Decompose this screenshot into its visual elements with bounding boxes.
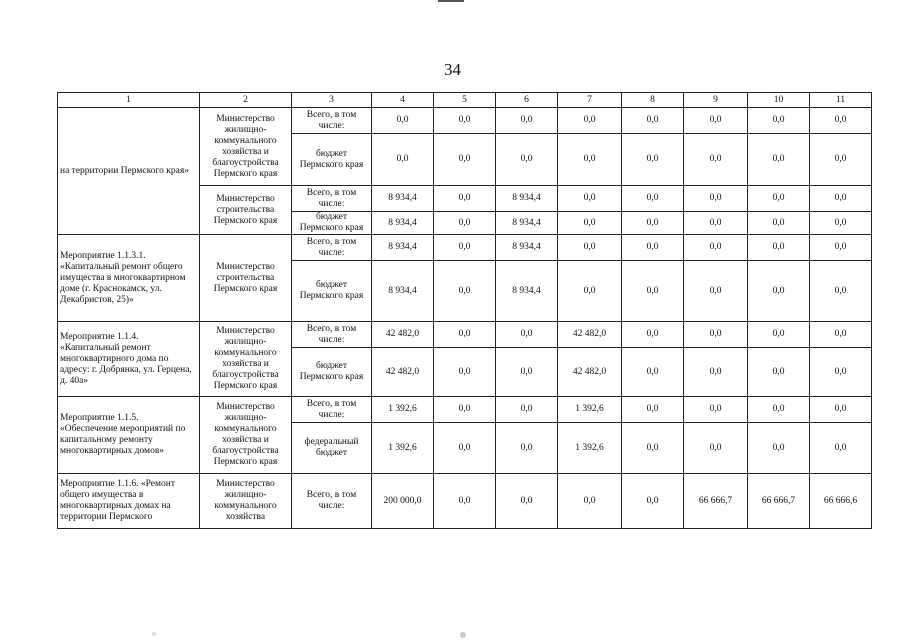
value-cell: 0,0 <box>622 474 684 529</box>
value-cell: 0,0 <box>434 235 496 261</box>
value-cell: 0,0 <box>622 235 684 261</box>
value-cell: 0,0 <box>684 134 748 186</box>
value-cell: 0,0 <box>622 261 684 322</box>
value-cell: 8 934,4 <box>372 186 434 212</box>
table-row <box>58 474 872 529</box>
value-cell: 66 666,6 <box>810 474 872 529</box>
column-header: 4 <box>372 93 434 108</box>
value-cell: 0,0 <box>434 134 496 186</box>
value-cell: 0,0 <box>558 134 622 186</box>
value-cell: 0,0 <box>496 348 558 397</box>
value-cell: 0,0 <box>684 235 748 261</box>
value-cell: 0,0 <box>748 348 810 397</box>
value-cell: 42 482,0 <box>372 322 434 348</box>
funding-source-cell: бюджет Пермского края <box>292 134 372 186</box>
value-cell: 0,0 <box>684 397 748 423</box>
table-row <box>58 397 872 423</box>
value-cell: 1 392,6 <box>558 423 622 474</box>
value-cell: 1 392,6 <box>372 423 434 474</box>
value-cell: 0,0 <box>434 322 496 348</box>
value-cell: 0,0 <box>434 212 496 235</box>
column-header: 2 <box>200 93 292 108</box>
executor-cell: Министерство строительства Пермского края <box>200 186 292 235</box>
column-header: 6 <box>496 93 558 108</box>
value-cell: 0,0 <box>810 322 872 348</box>
activity-cell: Мероприятие 1.1.5. «Обеспечение мероприятий по капитальному ремонту многоквартирных домов» <box>58 397 200 474</box>
value-cell: 0,0 <box>622 134 684 186</box>
value-cell: 1 392,6 <box>372 397 434 423</box>
value-cell: 0,0 <box>810 134 872 186</box>
value-cell: 0,0 <box>810 348 872 397</box>
value-cell: 0,0 <box>434 397 496 423</box>
value-cell: 0,0 <box>748 134 810 186</box>
value-cell: 0,0 <box>434 261 496 322</box>
value-cell: 0,0 <box>748 212 810 235</box>
value-cell: 0,0 <box>558 474 622 529</box>
activity-cell: Мероприятие 1.1.4. «Капитальный ремонт многоквартирного дома по адресу: г. Добрянка, ул. Герцена, д. 40а» <box>58 322 200 397</box>
column-header: 5 <box>434 93 496 108</box>
value-cell: 0,0 <box>810 235 872 261</box>
funding-source-cell: Всего, в том числе: <box>292 186 372 212</box>
executor-cell: Министерство жилищно-коммунального хозяйства и благоустройства Пермского края <box>200 322 292 397</box>
column-header: 7 <box>558 93 622 108</box>
column-header: 3 <box>292 93 372 108</box>
value-cell: 0,0 <box>558 261 622 322</box>
executor-cell: Министерство жилищно-коммунального хозяйства и благоустройства Пермского края <box>200 108 292 186</box>
value-cell: 0,0 <box>496 322 558 348</box>
funding-source-cell: бюджет Пермского края <box>292 261 372 322</box>
funding-source-cell: Всего, в том числе: <box>292 474 372 529</box>
value-cell: 0,0 <box>622 423 684 474</box>
value-cell: 0,0 <box>748 108 810 134</box>
value-cell: 8 934,4 <box>496 235 558 261</box>
value-cell: 0,0 <box>810 397 872 423</box>
value-cell: 0,0 <box>622 397 684 423</box>
value-cell: 0,0 <box>558 186 622 212</box>
value-cell: 0,0 <box>684 348 748 397</box>
scan-artifact-top <box>438 0 464 2</box>
funding-source-cell: федеральный бюджет <box>292 423 372 474</box>
table-row <box>58 108 872 134</box>
value-cell: 0,0 <box>558 108 622 134</box>
value-cell: 0,0 <box>434 423 496 474</box>
value-cell: 66 666,7 <box>684 474 748 529</box>
value-cell: 42 482,0 <box>558 322 622 348</box>
value-cell: 0,0 <box>622 322 684 348</box>
table-row <box>58 235 872 261</box>
value-cell: 42 482,0 <box>372 348 434 397</box>
value-cell: 8 934,4 <box>496 186 558 212</box>
value-cell: 0,0 <box>622 186 684 212</box>
value-cell: 0,0 <box>372 108 434 134</box>
value-cell: 0,0 <box>810 186 872 212</box>
table-row <box>58 322 872 348</box>
activity-cell: Мероприятие 1.1.6. «Ремонт общего имущества в многоквартирных домах на территории Пермского <box>58 474 200 529</box>
header-row <box>58 93 872 108</box>
column-header: 9 <box>684 93 748 108</box>
value-cell: 8 934,4 <box>496 212 558 235</box>
funding-source-cell: Всего, в том числе: <box>292 397 372 423</box>
value-cell: 8 934,4 <box>496 261 558 322</box>
value-cell: 0,0 <box>810 108 872 134</box>
value-cell: 0,0 <box>684 423 748 474</box>
value-cell: 0,0 <box>684 108 748 134</box>
value-cell: 0,0 <box>496 423 558 474</box>
value-cell: 8 934,4 <box>372 235 434 261</box>
page-number: 34 <box>444 60 461 79</box>
value-cell: 0,0 <box>622 348 684 397</box>
value-cell: 0,0 <box>748 186 810 212</box>
value-cell: 0,0 <box>748 235 810 261</box>
value-cell: 8 934,4 <box>372 212 434 235</box>
value-cell: 0,0 <box>372 134 434 186</box>
funding-source-cell: Всего, в том числе: <box>292 108 372 134</box>
funding-source-cell: Всего, в том числе: <box>292 322 372 348</box>
activity-cell: на территории Пермского края» <box>58 108 200 235</box>
executor-cell: Министерство жилищно-коммунального хозяйства и благоустройства Пермского края <box>200 397 292 474</box>
activity-cell: Мероприятие 1.1.3.1. «Капитальный ремонт общего имущества в многоквартирном доме (г. Краснокамск, ул. Декабристов, 25)» <box>58 235 200 322</box>
column-header: 8 <box>622 93 684 108</box>
column-header: 11 <box>810 93 872 108</box>
funding-source-cell: Всего, в том числе: <box>292 235 372 261</box>
value-cell: 0,0 <box>748 397 810 423</box>
budget-table <box>57 92 872 529</box>
value-cell: 0,0 <box>496 397 558 423</box>
executor-cell: Министерство строительства Пермского края <box>200 235 292 322</box>
column-header: 10 <box>748 93 810 108</box>
value-cell: 0,0 <box>748 261 810 322</box>
value-cell: 0,0 <box>434 348 496 397</box>
value-cell: 42 482,0 <box>558 348 622 397</box>
value-cell: 0,0 <box>434 186 496 212</box>
value-cell: 0,0 <box>496 108 558 134</box>
value-cell: 0,0 <box>622 108 684 134</box>
scan-artifact-dot <box>460 632 466 638</box>
value-cell: 66 666,7 <box>748 474 810 529</box>
executor-cell: Министерство жилищно-коммунального хозяйства <box>200 474 292 529</box>
funding-source-cell: бюджет Пермского края <box>292 348 372 397</box>
value-cell: 0,0 <box>434 108 496 134</box>
value-cell: 0,0 <box>558 212 622 235</box>
value-cell: 1 392,6 <box>558 397 622 423</box>
value-cell: 200 000,0 <box>372 474 434 529</box>
funding-source-cell: бюджет Пермского края <box>292 212 372 235</box>
scan-artifact-dot <box>152 632 156 636</box>
value-cell: 0,0 <box>810 423 872 474</box>
value-cell: 0,0 <box>748 423 810 474</box>
value-cell: 0,0 <box>810 212 872 235</box>
value-cell: 0,0 <box>434 474 496 529</box>
value-cell: 0,0 <box>684 212 748 235</box>
value-cell: 0,0 <box>748 322 810 348</box>
column-header: 1 <box>58 93 200 108</box>
value-cell: 0,0 <box>496 134 558 186</box>
value-cell: 0,0 <box>558 235 622 261</box>
value-cell: 0,0 <box>684 261 748 322</box>
value-cell: 0,0 <box>684 186 748 212</box>
value-cell: 8 934,4 <box>372 261 434 322</box>
value-cell: 0,0 <box>684 322 748 348</box>
value-cell: 0,0 <box>496 474 558 529</box>
value-cell: 0,0 <box>622 212 684 235</box>
value-cell: 0,0 <box>810 261 872 322</box>
